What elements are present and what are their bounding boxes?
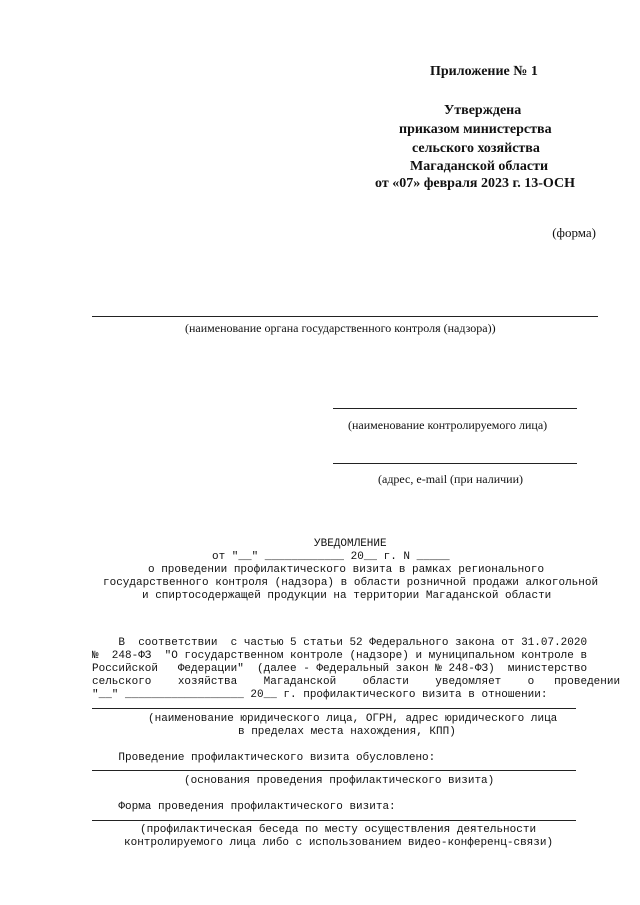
notice-subject-line-3: и спиртосодержащей продукции на территории Магаданской области [142, 590, 552, 602]
legal-entity-caption-line2: в пределах места нахождения, КПП) [238, 726, 456, 738]
approval-line-order: приказом министерства [399, 122, 552, 137]
organ-name-line [92, 316, 598, 317]
legal-entity-caption-line1: (наименование юридического лица, ОГРН, адрес юридического лица [148, 713, 558, 725]
controlled-person-caption: (наименование контролируемого лица) [348, 418, 548, 432]
address-caption: (адрес, e-mail (при наличии) [378, 472, 524, 486]
grounds-caption: (основания проведения профилактического визита) [184, 775, 495, 787]
approval-line-date: от «07» февраля 2023 г. 13-ОСН [375, 176, 575, 191]
approved-label: Утверждена [444, 103, 522, 118]
notice-subject-line-1: о проведении профилактического визита в рамках регионального [148, 564, 545, 576]
visit-form-caption-line2: контролируемого лица либо с использованием видео-конференц-связи) [124, 837, 554, 849]
approval-line-ministry: сельского хозяйства [412, 141, 540, 156]
approval-line-region: Магаданской области [410, 159, 549, 174]
body-para2: Проведение профилактического визита обусловлено: [92, 752, 436, 764]
body-para1-line5: "__" __________________ 20__ г. профилактического визита в отношении: [92, 689, 548, 701]
grounds-line [92, 770, 576, 771]
organ-name-caption: (наименование органа государственного контроля (надзора)) [185, 321, 496, 335]
body-para3: Форма проведения профилактического визита: [92, 801, 396, 813]
notice-date-line: от "__" ____________ 20__ г. N _____ [212, 551, 450, 563]
notice-title: УВЕДОМЛЕНИЕ [314, 538, 387, 550]
form-label: (форма) [552, 225, 596, 240]
body-para1-line2: № 248-ФЗ "О государственном контроле (надзоре) и муниципальном контроле в [92, 650, 588, 662]
address-line [333, 463, 577, 464]
controlled-person-line [333, 408, 577, 409]
body-para1-line4: сельского хозяйства Магаданской области уведомляет о проведении [92, 676, 621, 688]
body-para1-line3: Российской Федерации" (далее - Федеральный закон № 248-ФЗ) министерство [92, 663, 588, 675]
visit-form-line [92, 820, 576, 821]
visit-form-caption-line1: (профилактическая беседа по месту осуществления деятельности [140, 824, 537, 836]
appendix-title: Приложение № 1 [430, 64, 538, 79]
legal-entity-line [92, 708, 576, 709]
notice-subject-line-2: государственного контроля (надзора) в области розничной продажи алкогольной [103, 577, 599, 589]
body-para1-line1: В соответствии с частью 5 статьи 52 Федерального закона от 31.07.2020 [92, 637, 588, 649]
